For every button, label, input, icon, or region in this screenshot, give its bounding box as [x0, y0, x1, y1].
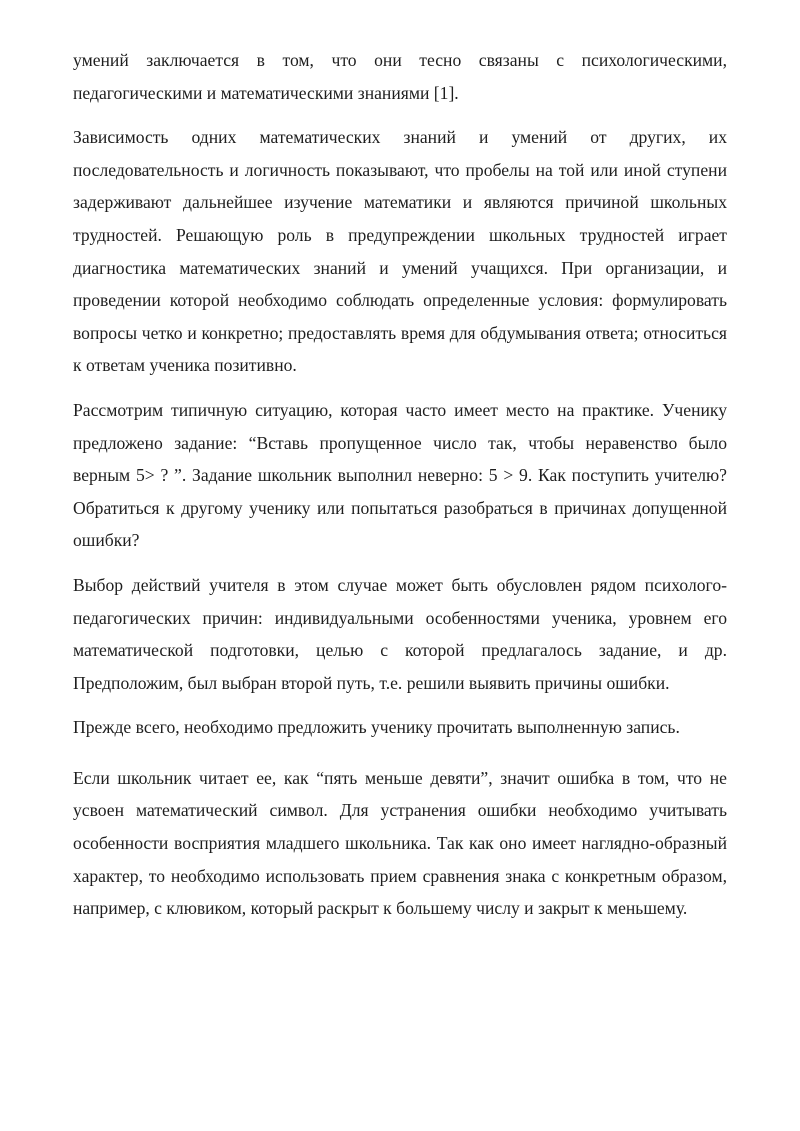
paragraph-intro-continuation: умений заключается в том, что они тесно связаны с психологическими, педагогическими и математическими знаниями [1]. — [73, 50, 727, 103]
paragraph-read-record: Прежде всего, необходимо предложить ученику прочитать выполненную запись. — [73, 717, 680, 738]
paragraph-symbol-error: Если школьник читает ее, как “пять меньше девяти”, значит ошибка в том, что не усвоен математический символ. Для устранения ошибки необходимо учитывать особенности восприятия младшего школьника. Так как оно имеет наглядно-образный характер, то необходимо использовать прием сравнения знака с конкретным образом, например, с клювиком, который раскрыт к большему числу и закрыт к меньшему. — [73, 767, 727, 919]
paragraph-teacher-choice: Выбор действий учителя в этом случае может быть обусловлен рядом психолого-педагогических причин: индивидуальными особенностями ученика, уровнем его математической подготовки, целью с которой предлагалось задание, и др. Предположим, был выбран второй путь, т.е. решили выявить причины ошибки. — [73, 574, 727, 693]
document-page — [73, 44, 727, 937]
paragraph-knowledge-dependency: Зависимость одних математических знаний и умений от других, их последовательность и логичность показывают, что пробелы на той или иной ступени задерживают дальнейшее изучение математики и являются причиной школьных трудностей. Решающую роль в предупреждении школьных трудностей играет диагностика математических знаний и умений учащихся. При организации, и проведении которой необходимо соблюдать определенные условия: формулировать вопросы четко и конкретно; предоставлять время для обдумывания ответа; относиться к ответам ученика позитивно. — [73, 127, 727, 376]
paragraph-typical-situation: Рассмотрим типичную ситуацию, которая часто имеет место на практике. Ученику предложено задание: “Вставь пропущенное число так, чтобы неравенство было верным 5> ? ”. Задание школьник выполнил неверно: 5 > 9. Как поступить учителю? Обратиться к другому ученику или попытаться разобраться в причинах допущенной ошибки? — [73, 399, 727, 551]
